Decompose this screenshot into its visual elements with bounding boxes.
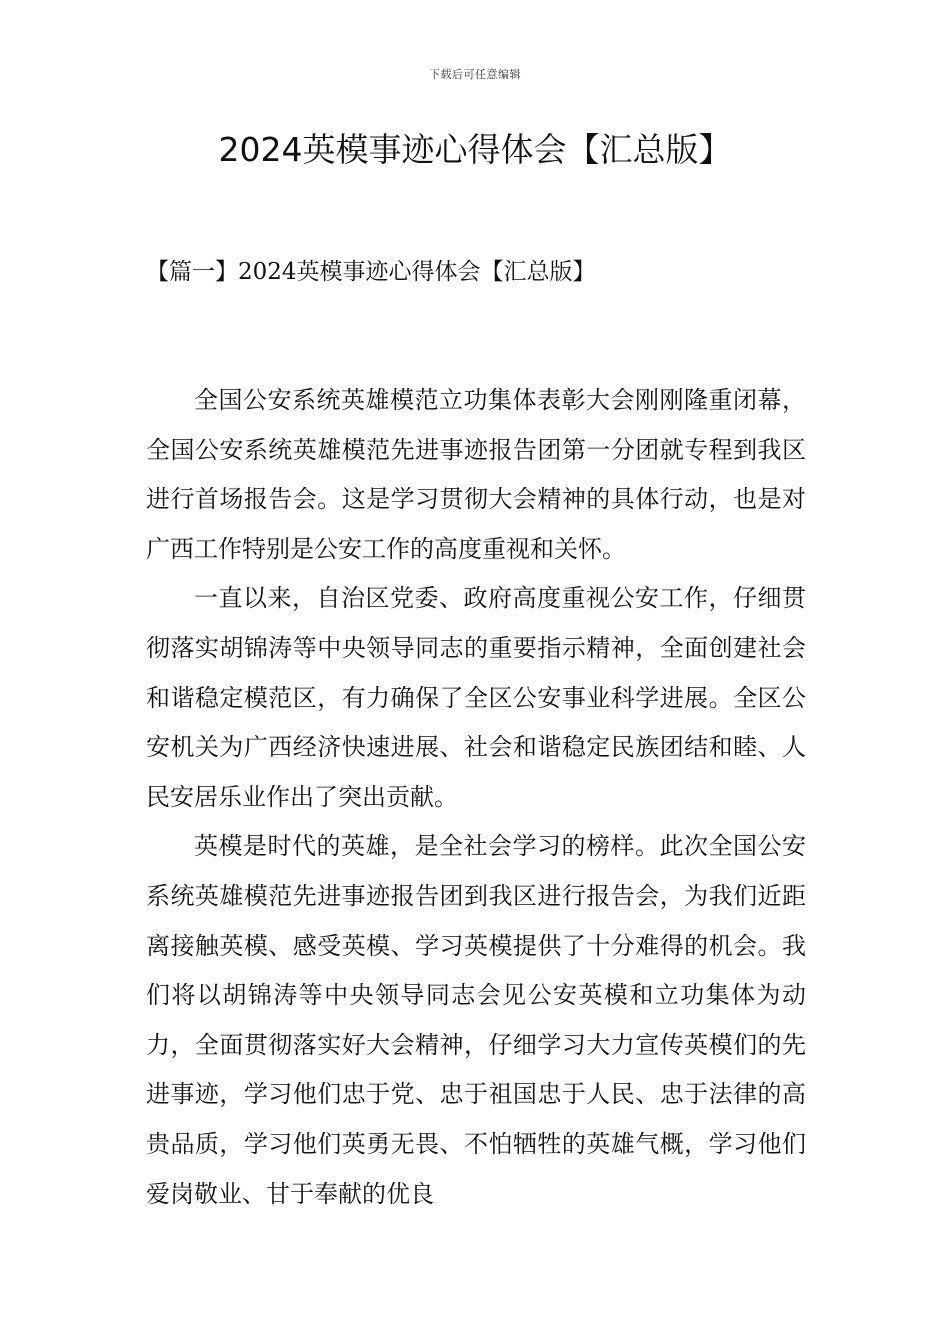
section-heading: 【篇一】2024英模事迹心得体会【汇总版】	[146, 259, 596, 285]
paragraph: 一直以来，自治区党委、政府高度重视公安工作，仔细贯彻落实胡锦涛等中央领导同志的重要指示精神，全面创建社会和谐稳定模范区，有力确保了全区公安事业科学进展。全区公安机关为广西经济快速进展、社会和谐稳定民族团结和睦、人民安居乐业作出了突出贡献。	[146, 584, 806, 811]
header-note: 下载后可任意编辑	[429, 68, 521, 81]
paragraph: 全国公安系统英雄模范立功集体表彰大会刚刚隆重闭幕，全国公安系统英雄模范先进事迹报告团第一分团就专程到我区进行首场报告会。这是学习贯彻大会精神的具体行动，也是对广西工作特别是公安工作的高度重视和关怀。	[146, 386, 806, 563]
paragraph: 英模是时代的英雄，是全社会学习的榜样。此次全国公安系统英雄模范先进事迹报告团到我区进行报告会，为我们近距离接触英模、感受英模、学习英模提供了十分难得的机会。我们将以胡锦涛等中央领导同志会见公安英模和立功集体为动力，全面贯彻落实好大会精神，仔细学习大力宣传英模们的先进事迹，学习他们忠于党、忠于祖国忠于人民、忠于法律的高贵品质，学习他们英勇无畏、不怕牺牲的英雄气概，学习他们爱岗敬业、甘于奉献的优良	[146, 832, 806, 1208]
document-title: 2024英模事迹心得体会【汇总版】	[218, 130, 732, 169]
body-text	[146, 376, 806, 1219]
